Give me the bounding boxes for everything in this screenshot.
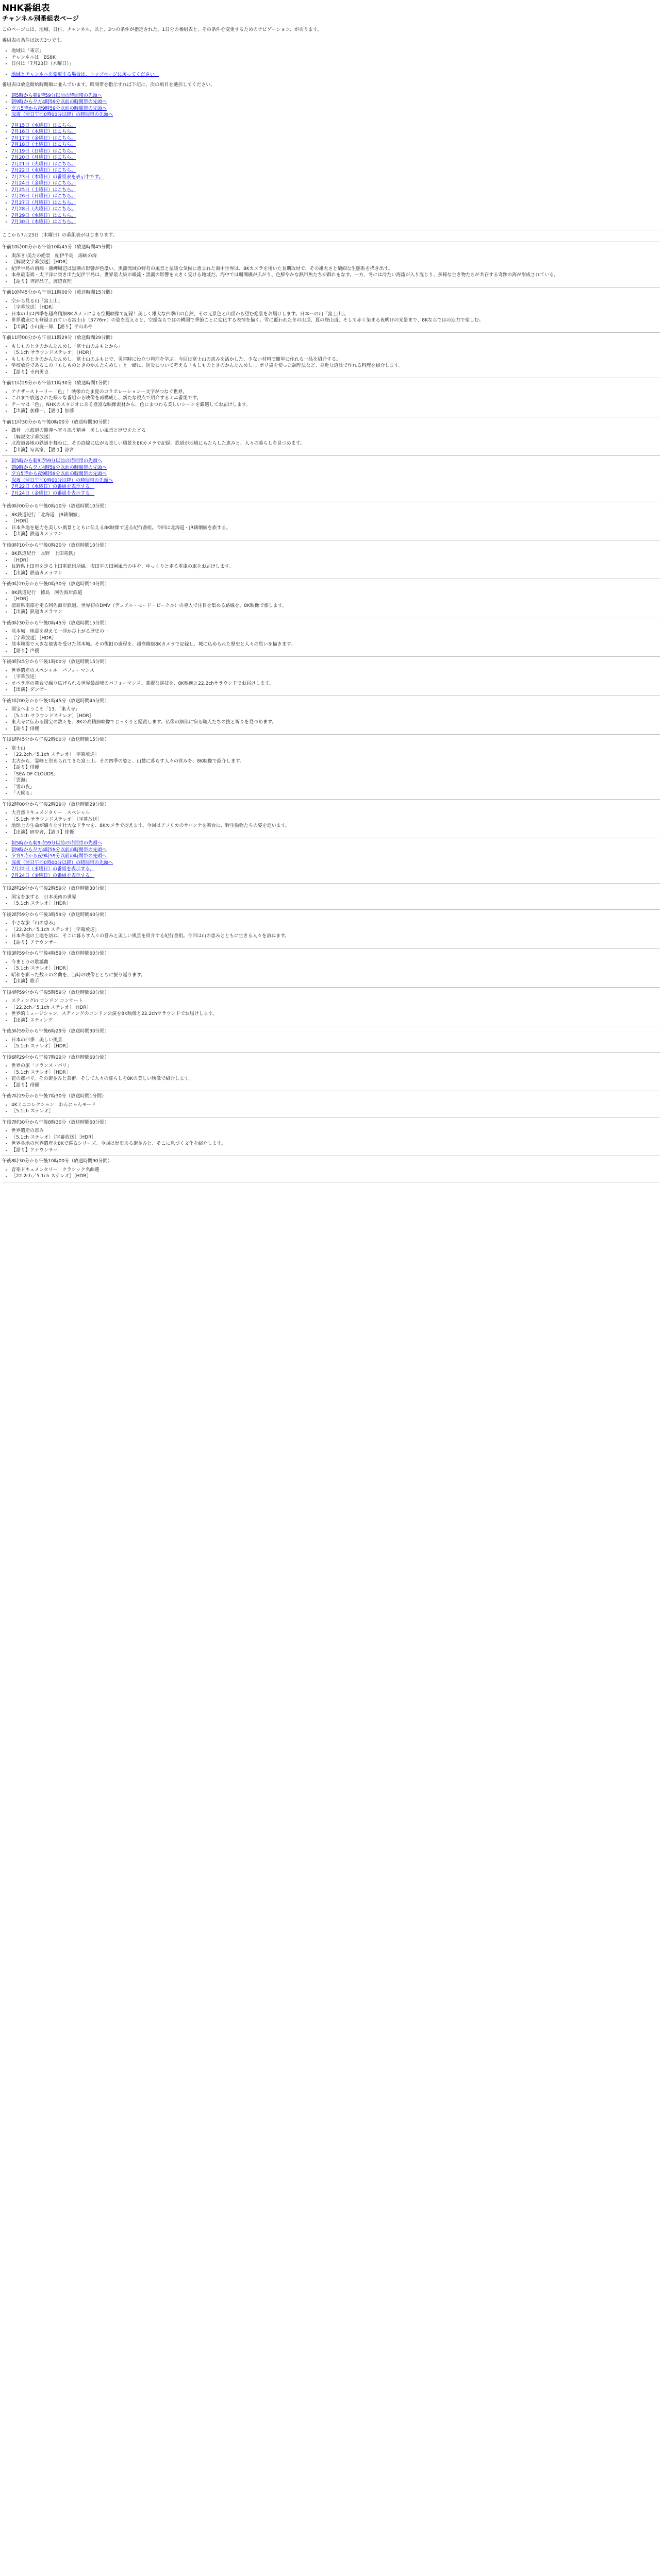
program-time: 午後0時10分から午後0時20分（放送時間10分間） bbox=[2, 543, 109, 548]
program-title: • 今まとりの歌謡曲 bbox=[11, 959, 660, 966]
program-time: 午後8時30分から午後10時00分（放送時間90分間） bbox=[2, 1159, 112, 1164]
program-details bbox=[2, 389, 660, 415]
divider bbox=[2, 455, 660, 456]
program-details bbox=[2, 590, 660, 616]
program-details bbox=[2, 512, 660, 538]
time-nav-link[interactable]: 朝5時から朝9時59分以前の時間帯の先頭へ bbox=[11, 93, 102, 98]
program-detail: • 昭和を彩った数々の名曲を、当時の映像とともに振り返ります。 bbox=[11, 972, 660, 979]
time-nav-repeat-link[interactable]: 朝9時から夕方4時59分以前の時間帯の先頭へ bbox=[11, 465, 107, 470]
program-detail: • ［5.1ch サラウンドステレオ］［HDR］ bbox=[11, 350, 660, 357]
program-details bbox=[2, 629, 660, 654]
program-entry bbox=[2, 951, 660, 988]
date-nav bbox=[2, 123, 660, 226]
program-title: • 国宝へようこそ「13」「東大寺」 bbox=[11, 706, 660, 713]
program-detail: • 熊本地震で大きな被害を受けた熊本城。その復旧の過程を、超高精細8Kカメラで記録し、城に込められた歴史と人々の思いを描きます。 bbox=[11, 641, 660, 648]
intro-text: このページには、地域、日付、チャンネル、以上、3つの条件が指定された、1日分の番組表と、その条件を変更するためのナビゲーション、があります。 bbox=[2, 27, 322, 32]
program-time: 午後2時59分から午後3時59分（放送時間60分間） bbox=[2, 912, 109, 918]
program-entry bbox=[2, 698, 660, 735]
divider bbox=[2, 1052, 660, 1053]
program-time: 午後0時45分から午後1時00分（放送時間15分間） bbox=[2, 659, 109, 665]
program-entry bbox=[2, 503, 660, 540]
time-nav-link[interactable]: 朝9時から夕方4時59分以前の時間帯の先頭へ bbox=[11, 99, 107, 105]
hint-text: 番組表は放送開始時間順に並んでいます。時間帯を指示すれば下記に、次の項目を選択してください。 bbox=[2, 82, 216, 88]
program-detail: • 【語り】俳優 bbox=[11, 726, 660, 733]
program-detail: • 【出演】スティング bbox=[11, 1018, 660, 1024]
program-title: • 世界遺産の恵み bbox=[11, 1128, 660, 1134]
program-entry bbox=[2, 581, 660, 618]
program-detail: • ［5.1ch サラウンドステレオ］［HDR］ bbox=[11, 713, 660, 720]
program-details bbox=[2, 344, 660, 376]
program-time: 午後2時00分から午後2時29分（放送時間29分間） bbox=[2, 802, 109, 807]
date-heading: ここから7月23日（木曜日）の番組表がはじまります。 bbox=[2, 232, 118, 238]
date-nav-link[interactable]: 7月30日（木曜日）はこちら。 bbox=[11, 219, 76, 225]
program-detail: • ［5.1ch ステレオ］［HDR］ bbox=[11, 1070, 660, 1076]
program-entry bbox=[2, 1093, 660, 1117]
time-nav-link[interactable]: 夕方5時から夜9時59分以前の時間帯の先頭へ bbox=[11, 106, 107, 111]
program-time: 午前11時30分から午後0時00分（放送時間30分間） bbox=[2, 419, 112, 425]
program-title: • 大自然ドキュメンタリー スペシャル bbox=[11, 810, 660, 817]
site-title: NHK番組表 bbox=[2, 3, 50, 13]
divider bbox=[2, 656, 660, 657]
program-detail: • ［解説文字幕放送］ bbox=[11, 434, 660, 441]
program-time: 午後0時30分から午後0時45分（放送時間15分間） bbox=[2, 620, 109, 626]
program-detail: • 東大寺に伝わる国宝の数々を、8Kの高精細映像でじっくりと鑑賞します。仏像の細部に宿る職人たちの技と祈りを見つめます。 bbox=[11, 719, 660, 726]
program-detail: • これまで放送された様々な番組から映像を再構成し、新たな視点で紹介するミニ番組です。 bbox=[11, 395, 660, 402]
program-title: • 小さな旅「山の恵み」 bbox=[11, 920, 660, 927]
divider bbox=[2, 883, 660, 884]
program-details bbox=[2, 1102, 660, 1115]
program-list bbox=[2, 244, 660, 456]
program-time: 午後5時59分から午後6時29分（放送時間30分間） bbox=[2, 1029, 109, 1034]
program-detail: • 【語り】吉野晶子，渡辺真理 bbox=[11, 279, 660, 285]
program-detail: • ［22.2ch／5.1ch ステレオ］［HDR］ bbox=[11, 1173, 660, 1180]
program-detail: • 長野県上田市を走る上田電鉄別所線。塩田平の田園風景の中を、ゆっくりと走る電車の旅をお届けします。 bbox=[11, 564, 660, 570]
program-entry bbox=[2, 912, 660, 949]
program-title: • 世界の旅「フランス・パリ」 bbox=[11, 1063, 660, 1070]
program-detail: • ［解説文字幕放送］［HDR］ bbox=[11, 259, 660, 266]
program-details bbox=[2, 920, 660, 946]
time-nav-repeat-link[interactable]: 7月24日（金曜日）の番組を表示する。 bbox=[11, 490, 95, 496]
program-detail: • 日本の山は四季を超高精細8Kカメラによる空撮映像で記録！美しく雄大な四季山の自然、その元景色と山頂から望む絶景をお届けします。日本一の山「富士山」。 bbox=[11, 311, 660, 318]
program-time: 午後0時00分から午後0時10分（放送時間10分間） bbox=[2, 504, 109, 509]
program-details bbox=[2, 894, 660, 907]
program-time: 午前11時29分から午前11時30分（放送時間1分間） bbox=[2, 381, 112, 386]
program-list bbox=[2, 503, 660, 838]
time-nav-link[interactable]: 深夜（翌日午前0時00分以降）の時間帯の先頭へ bbox=[11, 112, 113, 117]
program-title: • 国宝を旅する 日本美術の世界 bbox=[11, 894, 660, 901]
program-detail: • 「雲海」 bbox=[11, 777, 660, 784]
program-detail: • 世界遺産にも登録されている富士山（3776m）の姿を捉えると、空撮ならではの構図で季節ごとに変化する表情を描く。雪に覆われた冬の山頂、夏の登山道、そして赤く染まる夜明けの光景まで、8Kならではの迫力で楽しむ。 bbox=[11, 317, 660, 324]
program-details bbox=[2, 1128, 660, 1154]
program-time: 午後2時29分から午後2時59分（放送時間30分間） bbox=[2, 886, 109, 891]
program-details bbox=[2, 706, 660, 732]
program-details bbox=[2, 1037, 660, 1050]
program-detail: • ［字幕放送］［HDR］ bbox=[11, 635, 660, 642]
program-detail: • もしものときのかんたんめし。富士山のふもとで、災害時に役立つ料理を学ぶ。今回は富士山の恵みを活かした、少ない材料で簡単に作れる一品を紹介する。 bbox=[11, 357, 660, 363]
program-title: • 8K鉄道紀行「長野 上田電鉄」 bbox=[11, 551, 660, 557]
program-details bbox=[2, 998, 660, 1024]
program-detail: • 【出演】研究者，【語り】俳優 bbox=[11, 829, 660, 836]
date-nav-link[interactable]: 7月16日（木曜日）はこちら。 bbox=[11, 129, 76, 134]
program-entry bbox=[2, 335, 660, 378]
date-nav-link[interactable]: 7月22日（水曜日）はこちら。 bbox=[11, 168, 76, 173]
program-detail: • 【出演】ダンサー bbox=[11, 687, 660, 693]
program-entry bbox=[2, 380, 660, 417]
program-detail: • ［HDR］ bbox=[11, 518, 660, 525]
program-details bbox=[2, 1063, 660, 1089]
date-nav-link[interactable]: 7月26日（日曜日）はこちら。 bbox=[11, 194, 76, 199]
time-nav-repeat-2-link[interactable]: 7月24日（金曜日）の番組を表示する。 bbox=[11, 873, 95, 878]
program-title: • 空から見る山「富士山」 bbox=[11, 298, 660, 305]
program-detail: • オペラ座の舞台で繰り広げられる世界最高峰のパフォーマンス。華麗な演技を、8K映像と22.2chサラウンドでお届けします。 bbox=[11, 681, 660, 687]
program-title: • アナザーストーリー「色」！映像のたま夏のコラボレーション－文字がつなぐ世界。 bbox=[11, 389, 660, 396]
program-detail: • 本州最南端・太平洋に突き出た紀伊半島は、世界最大級の暖流・黒潮の影響を大きく受ける地域だ。海中では珊瑚礁が広がり、色鮮やかな熱帯魚たちが群れをなす。一方、冬には冷たい海流が入り混じり、多様な生き物たちが共存する奇跡の海が形成されている。 bbox=[11, 272, 660, 279]
condition-date: • 日付は「7月23日（木曜日）」 bbox=[11, 61, 660, 67]
program-detail: • 【出演】鉄道カメラマン bbox=[11, 531, 660, 538]
program-detail: • 【出演】加藤一，【語り】加藤 bbox=[11, 408, 660, 415]
program-detail: • 太古から、霊峰と崇められてきた富士山。その四季の姿と、山麓に暮らす人々の営みを、8K映像で紹介します。 bbox=[11, 758, 660, 765]
program-detail: • ［22.2ch／5.1ch ステレオ］［HDR］ bbox=[11, 1005, 660, 1011]
time-nav-repeat-2 bbox=[2, 840, 660, 879]
divider bbox=[2, 799, 660, 800]
date-nav-link[interactable]: 7月18日（土曜日）はこちら。 bbox=[11, 142, 76, 147]
program-title: • 奥深き!美たの絶景 紀伊半島 湯峡の海 bbox=[11, 253, 660, 260]
date-nav-link[interactable]: 7月17日（金曜日）はこちら。 bbox=[11, 135, 76, 141]
program-title: • 音楽ドキュメンタリー クラシック名曲選 bbox=[11, 1167, 660, 1174]
program-title: • 日本の四季 美しい風景 bbox=[11, 1037, 660, 1044]
program-time: 午後0時20分から午後0時30分（放送時間10分間） bbox=[2, 582, 109, 587]
program-time: 午後6時29分から午後7時29分（放送時間60分間） bbox=[2, 1055, 109, 1060]
program-detail: • 【出演】鉄道カメラマン bbox=[11, 570, 660, 577]
program-details bbox=[2, 1167, 660, 1180]
time-nav-repeat-2-link[interactable]: 朝9時から夕方4時59分以前の時間帯の先頭へ bbox=[11, 847, 107, 853]
program-detail: • 日本各地の土地を訪ね、そこに暮らす人々の営みと美しい風景を紹介する紀行番組。今回は山の恵みとともに生きる人々を訪ねます。 bbox=[11, 933, 660, 940]
program-detail: • テーマは「色」。NHKのスタジオにある豊富な映像素材から、色にまつわる美しいシーンを厳選してお届けします。 bbox=[11, 402, 660, 409]
program-entry bbox=[2, 802, 660, 839]
program-detail: • 【出演】写真家，【語り】涼宮 bbox=[11, 447, 660, 454]
program-detail: • 地球上の生命が織りなす壮大なドラマを、8Kカメラで捉えます。今回はアフリカのサバンナを舞台に、野生動物たちの姿を追います。 bbox=[11, 823, 660, 829]
program-detail: • 紀伊半島の南端・潮岬周辺は黒潮の影響が色濃い。黒潮流域の特有の風景と温暖な気候に恵まれた海中世界は、8Kカメラを用いた長期取材で、その雄大さと繊細な生態系を描き出す。 bbox=[11, 266, 660, 273]
program-title: • 8K鉄道紀行 徳島 阿佐海岸鉄道 bbox=[11, 590, 660, 597]
program-detail: • 【語り】寺内勇也 bbox=[11, 369, 660, 376]
time-nav-repeat-link[interactable]: 朝5時から朝9時59分以前の時間帯の先頭へ bbox=[11, 459, 102, 464]
program-time: 午後7時30分から午後8時30分（放送時間60分間） bbox=[2, 1120, 109, 1125]
program-title: • スティングin ロンドン コンサート bbox=[11, 998, 660, 1005]
program-details bbox=[2, 428, 660, 453]
program-detail: • ［5.1ch サラウンドステレオ］［字幕放送］ bbox=[11, 817, 660, 823]
program-detail: • ［5.1ch ステレオ］［HDR］ bbox=[11, 901, 660, 907]
program-entry bbox=[2, 543, 660, 580]
program-detail: • ［5.1ch ステレオ］ bbox=[11, 1108, 660, 1115]
program-detail: • 【出演】小山慶一郎，【語り】平山あや bbox=[11, 324, 660, 331]
program-entry bbox=[2, 290, 660, 333]
time-nav bbox=[2, 93, 660, 118]
condition-region: • 地域は「東京」 bbox=[11, 48, 660, 55]
date-nav-link[interactable]: 7月15日（水曜日）はこちら。 bbox=[11, 123, 76, 128]
program-details bbox=[2, 668, 660, 693]
program-title: • 4Kミニコレクション わんにゃんモード bbox=[11, 1102, 660, 1109]
time-nav-repeat-link[interactable]: 7月22日（水曜日）の番組を表示する。 bbox=[11, 484, 95, 489]
date-nav-link[interactable]: 7月27日（月曜日）はこちら。 bbox=[11, 200, 76, 206]
program-detail: • 【語り】アナウンサー bbox=[11, 940, 660, 946]
program-entry bbox=[2, 659, 660, 696]
program-detail: • 【語り】俳優 bbox=[11, 1082, 660, 1089]
program-detail: • ［5.1ch ステレオ］［字幕放送］［HDR］ bbox=[11, 1134, 660, 1141]
divider bbox=[2, 987, 660, 988]
program-entry bbox=[2, 1120, 660, 1157]
program-time: 午前11時00分から午前11時29分（放送時間29分間） bbox=[2, 335, 115, 341]
conditions-list bbox=[2, 48, 660, 67]
program-detail: • ［22.2ch／5.1ch ステレオ］［字幕放送］ bbox=[11, 752, 660, 758]
program-entry bbox=[2, 244, 660, 287]
program-detail: • ［22.2ch／5.1ch ステレオ］［字幕放送］ bbox=[11, 927, 660, 934]
program-detail: • 【語り】アナウンサー bbox=[11, 1147, 660, 1154]
program-details bbox=[2, 551, 660, 577]
program-time: 午後1時00分から午後1時45分（放送時間45分間） bbox=[2, 698, 109, 704]
program-detail: • 【出演】歌手 bbox=[11, 978, 660, 985]
program-details bbox=[2, 810, 660, 836]
program-detail: • 「SEA OF CLOUDS」 bbox=[11, 771, 660, 778]
change-region-link[interactable]: 地域とチャンネルを変更する場合は、トップページに戻ってください。 bbox=[11, 72, 159, 77]
time-nav-repeat-2-link[interactable]: 夕方5時から夜9時59分以前の時間帯の先頭へ bbox=[11, 854, 107, 859]
program-detail: • 「雪の夜」 bbox=[11, 784, 660, 791]
program-entry bbox=[2, 620, 660, 657]
program-details bbox=[2, 253, 660, 285]
date-nav-link[interactable]: 7月29日（水曜日）はこちら。 bbox=[11, 213, 76, 218]
program-time: 午後7時29分から午後7時30分（放送時間1分間） bbox=[2, 1094, 107, 1099]
program-time: 午前10時00分から午前10時45分（放送時間45分間） bbox=[2, 245, 115, 250]
change-link-list bbox=[2, 72, 660, 78]
condition-channel: • チャンネルは「BS8K」 bbox=[11, 55, 660, 61]
program-details bbox=[2, 959, 660, 985]
program-detail: • ［字幕放送］ bbox=[11, 674, 660, 681]
program-detail: • 世界各地の世界遺産を8Kで巡るシリーズ。今回は歴史ある街並みと、そこに息づく文化を紹介します。 bbox=[11, 1141, 660, 1147]
program-title: • もしものときのかんたんめし「富士山のふもとから」 bbox=[11, 344, 660, 350]
divider bbox=[2, 332, 660, 333]
conditions-lead: 番組表の条件は次の3つです。 bbox=[2, 38, 65, 43]
date-nav-link[interactable]: 7月21日（火曜日）はこちら。 bbox=[11, 161, 76, 167]
program-detail: • 世界的ミュージシャン、スティングのロンドン公演を8K映像と22.2chサラウンドでお届けします。 bbox=[11, 1011, 660, 1018]
time-nav-repeat-2-link[interactable]: 深夜（翌日午前0時00分以降）の時間帯の先頭へ bbox=[11, 860, 113, 866]
program-detail: • 北海道各地の鉄道を舞台に、その沿線に広がる美しい風景を8Kカメラで記録。鉄道が地域にもたらした恵みと、人々の暮らしを見つめます。 bbox=[11, 440, 660, 447]
program-title: • 世界遺産のスペシャル パフォーマンス bbox=[11, 668, 660, 674]
date-nav-link[interactable]: 7月24日（金曜日）はこちら。 bbox=[11, 181, 76, 186]
program-entry bbox=[2, 1055, 660, 1092]
divider bbox=[2, 734, 660, 735]
program-detail: • 徳島県南部を走る阿佐海岸鉄道。世界初のDMV（デュアル・モード・ビークル）の導入で注目を集める路線を、8K映像で旅します。 bbox=[11, 603, 660, 609]
program-details bbox=[2, 745, 660, 797]
program-detail: • ［字幕放送］［HDR］ bbox=[11, 304, 660, 311]
program-entry bbox=[2, 990, 660, 1027]
time-nav-repeat-link[interactable]: 深夜（翌日午前0時00分以降）の時間帯の先頭へ bbox=[11, 478, 113, 483]
program-detail: • ［5.1ch ステレオ］［HDR］ bbox=[11, 1043, 660, 1050]
program-detail: • 【出演】鉄道カメラマン bbox=[11, 609, 660, 616]
program-detail: • 花の都パリ。その街並みと芸術、そして人々の暮らしを8Kの美しい映像で紹介します。 bbox=[11, 1076, 660, 1082]
program-entry bbox=[2, 737, 660, 800]
date-nav-link[interactable]: 7月28日（火曜日）はこちら。 bbox=[11, 207, 76, 212]
program-detail: • 【語り】俳優 bbox=[11, 765, 660, 771]
time-nav-repeat-2-link[interactable]: 7月22日（水曜日）の番組を表示する。 bbox=[11, 867, 95, 872]
program-title: • 富士山 bbox=[11, 745, 660, 752]
program-detail: • ［HDR］ bbox=[11, 557, 660, 564]
program-detail: • ［5.1ch ステレオ］［HDR］ bbox=[11, 965, 660, 972]
time-nav-repeat-2-link[interactable]: 朝5時から朝9時59分以前の時間帯の先頭へ bbox=[11, 841, 102, 846]
program-entry bbox=[2, 1028, 660, 1053]
program-time: 午後3時59分から午後4時59分（放送時間60分間） bbox=[2, 951, 109, 956]
program-list bbox=[2, 886, 660, 1182]
program-detail: • 学校放送であるこの「もしものときのかんたんめし」と一緒に、防災について考える「もしものときのかんたんめし」。ポリ袋を使った調理法など、身近な道具で作れる料理を紹介します。 bbox=[11, 363, 660, 369]
program-entry bbox=[2, 419, 660, 456]
time-nav-repeat-link[interactable]: 夕方5時から夜9時59分以前の時間帯の先頭へ bbox=[11, 471, 107, 477]
page-title: チャンネル別番組表ページ bbox=[2, 14, 79, 22]
program-time: 午後4時59分から午後5時59分（放送時間60分間） bbox=[2, 990, 109, 995]
program-entry bbox=[2, 1158, 660, 1182]
divider bbox=[2, 909, 660, 910]
program-detail: • 【語り】声優 bbox=[11, 648, 660, 655]
date-nav-link[interactable]: 7月25日（土曜日）はこちら。 bbox=[11, 187, 76, 193]
program-title: • 熊本城 地震を越えて一浮かび上がる歴史の一 bbox=[11, 629, 660, 635]
program-time: 午前10時45分から午前11時00分（放送時間15分間） bbox=[2, 290, 115, 295]
program-time: 午後1時45分から午後2時00分（放送時間15分間） bbox=[2, 737, 109, 742]
program-detail: • 「天候る」 bbox=[11, 790, 660, 797]
program-title: • 8K鉄道紀行「北海道 JR釧網線」 bbox=[11, 512, 660, 519]
date-nav-link[interactable]: 7月20日（月曜日）はこちら。 bbox=[11, 155, 76, 160]
date-nav-link[interactable]: 7月19日（日曜日）はこちら。 bbox=[11, 148, 76, 154]
program-entry bbox=[2, 886, 660, 910]
program-title: • 鐡骨 北海道の開発へ寄り添う精神 美しい風景と歴史をたどる bbox=[11, 428, 660, 434]
time-nav-repeat bbox=[2, 458, 660, 497]
program-details bbox=[2, 298, 660, 331]
program-detail: • ［HDR］ bbox=[11, 596, 660, 603]
program-detail: • 日本各地を魅力を美しい風景とともに伝える8K映像で送る紀行番組。今回は北海道・JR釧網線を旅する。 bbox=[11, 525, 660, 532]
date-nav-link[interactable]: 7月23日（木曜日）の番組表を表示中です。 bbox=[11, 174, 104, 180]
